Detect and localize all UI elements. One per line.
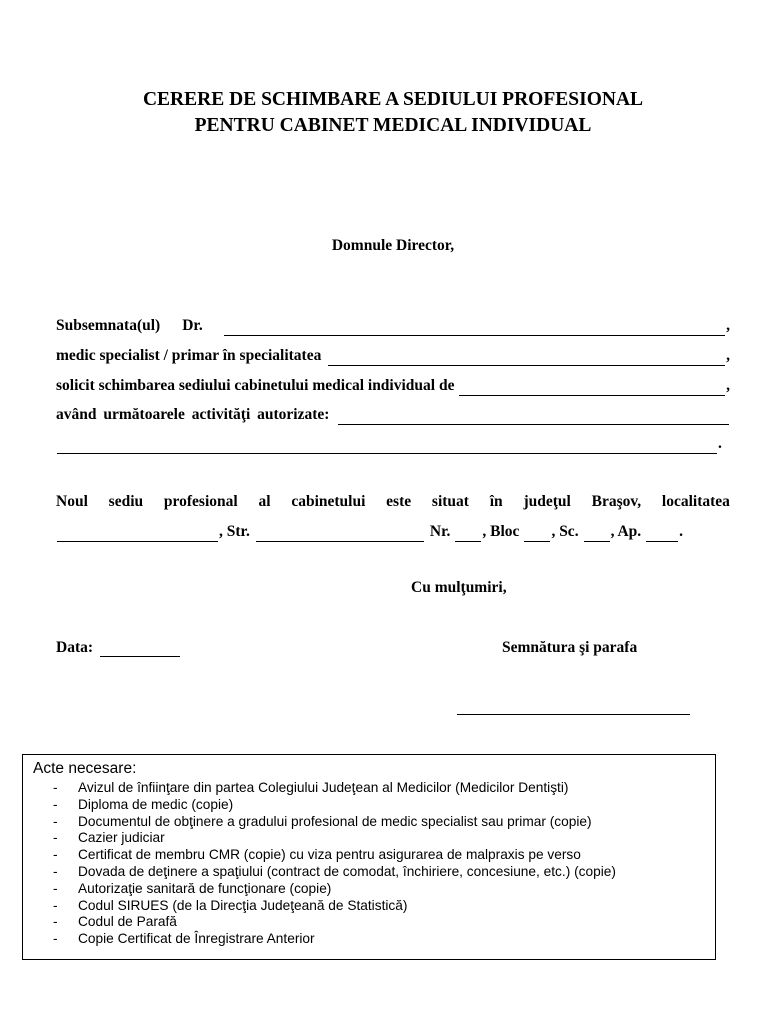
street-label: , Str. [219, 523, 250, 540]
block-field[interactable] [524, 527, 550, 542]
new-office-row: Noul sediu profesional al cabinetului este situat în judeţul Braşov, localitatea [56, 493, 730, 510]
greeting: Domnule Director, [331, 237, 455, 254]
list-item: - Diploma de medic (copie) [53, 796, 234, 812]
signature-field[interactable] [457, 700, 690, 715]
list-item: - Copie Certificat de Înregistrare Anterior [53, 931, 315, 947]
required-documents-list [53, 780, 616, 948]
specialty-row: medic specialist / primar în specialitatea , [56, 347, 730, 364]
request-label: solicit schimbarea sediului cabinetului medical individual de [56, 377, 455, 394]
list-item: - Avizul de înfiinţare din partea Colegiului Judeţean al Medicilor (Medicilor Dentişti) [53, 780, 569, 795]
activities-field[interactable] [338, 410, 729, 425]
document-title-line-1: CERERE DE SCHIMBARE A SEDIULUI PROFESIONAL [142, 89, 644, 110]
list-item: - Autorizaţie sanitară de funcţionare (copie) [53, 880, 332, 896]
closing-thanks: Cu mulţumiri, [411, 579, 507, 596]
request-row: solicit schimbarea sediului cabinetului medical individual de , [56, 377, 730, 394]
address-row: , Str. Nr. , Bloc , Sc. , Ap. . [56, 522, 730, 542]
list-item: - Certificat de membru CMR (copie) cu viza pentru asigurarea de malpraxis pe verso [53, 847, 581, 863]
subsemnat-label: Subsemnata(ul) [56, 317, 161, 334]
block-label: , Bloc [482, 523, 520, 540]
dr-label: Dr. [182, 317, 203, 334]
staircase-label: , Sc. [551, 523, 579, 540]
signature-label: Semnătura şi parafa [502, 639, 638, 656]
activities-continuation-row: . [56, 434, 730, 454]
list-item: - Documentul de obţinere a gradului profesional de medic specialist sau primar (copie) [53, 813, 592, 829]
document-title-line-2: PENTRU CABINET MEDICAL INDIVIDUAL [194, 115, 592, 136]
name-row: Subsemnata(ul) Dr. , [56, 317, 730, 334]
apartment-label: , Ap. [610, 523, 642, 540]
staircase-field[interactable] [584, 527, 610, 542]
list-item: - Codul de Parafă [53, 914, 177, 930]
request-date-field[interactable] [459, 381, 725, 396]
activities-label: având următoarele activităţi autorizate: [56, 406, 330, 423]
apartment-field[interactable] [646, 527, 678, 542]
doctor-name-field[interactable] [224, 321, 725, 336]
specialty-label: medic specialist / primar în specialitatea [56, 347, 322, 364]
specialty-field[interactable] [328, 351, 725, 366]
date-row [56, 639, 181, 657]
required-documents-box [22, 754, 716, 960]
number-field[interactable] [455, 527, 481, 542]
date-field[interactable] [100, 642, 180, 657]
list-item: - Cazier judiciar [53, 830, 165, 846]
locality-field[interactable] [57, 527, 218, 542]
list-item: - Codul SIRUES (de la Direcţia Judeţeană de Statistică) [53, 897, 408, 913]
activities-continuation-field[interactable] [57, 439, 717, 454]
date-label: Data: [56, 639, 94, 656]
required-documents-title: Acte necesare: [33, 760, 137, 777]
street-field[interactable] [256, 527, 424, 542]
number-label: Nr. [429, 523, 451, 540]
list-item: - Dovada de deţinere a spaţiului (contract de comodat, închiriere, concesiune, etc.) (copie) [53, 863, 616, 879]
activities-row [56, 405, 730, 425]
